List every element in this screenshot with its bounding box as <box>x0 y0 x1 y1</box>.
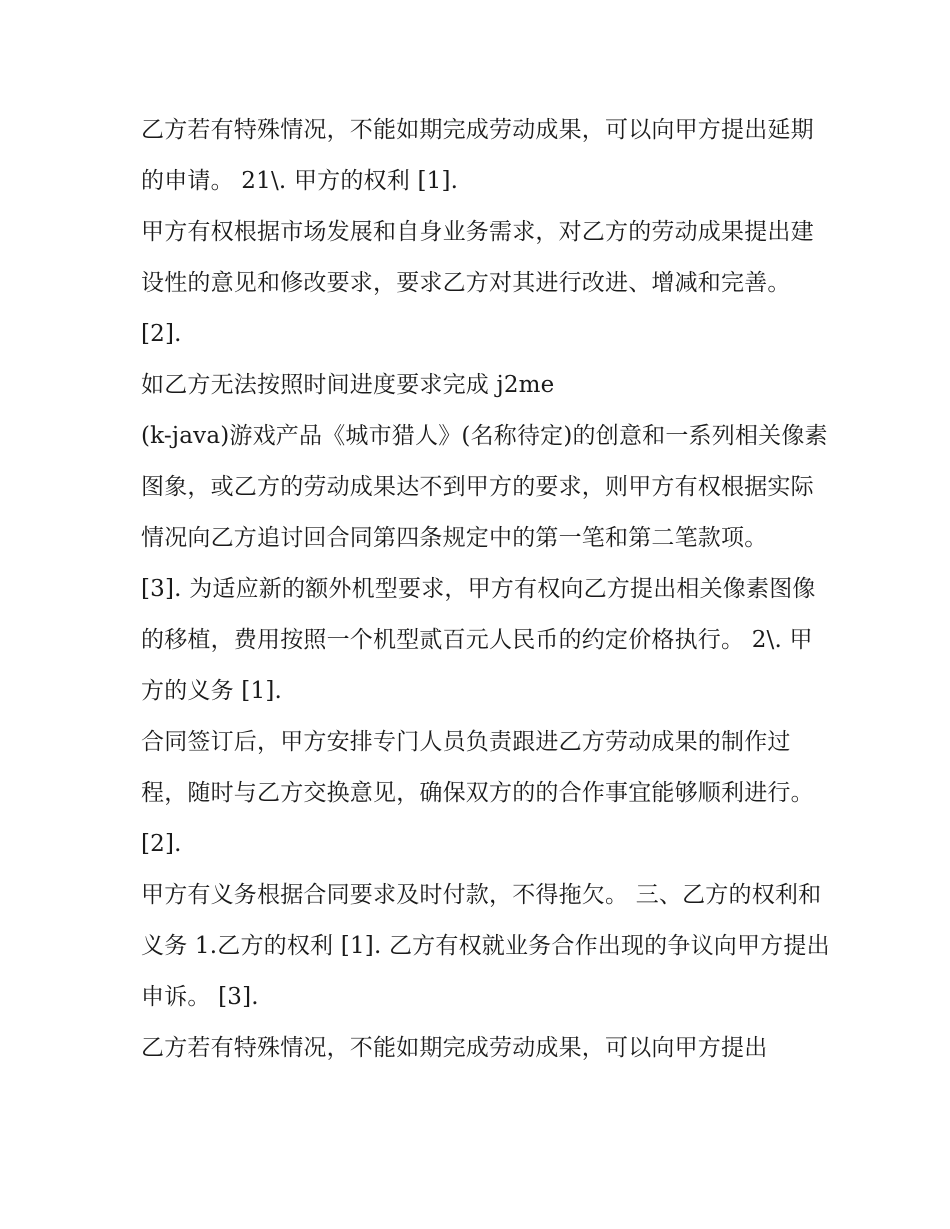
paragraph-2: 甲方有权根据市场发展和自身业务需求，对乙方的劳动成果提出建设性的意见和修改要求，要求乙方对其进行改进、增减和完善。 [2]. <box>141 219 814 347</box>
paragraph-3: 如乙方无法按照时间进度要求完成 j2me <box>141 372 555 398</box>
paragraph-5: [3]. 为适应新的额外机型要求，甲方有权向乙方提出相关像素图像的移植，费用按照一个机型贰百元人民币的约定价格执行。 2\. 甲方的义务 [1]. <box>141 576 816 704</box>
paragraph-8: 乙方若有特殊情况，不能如期完成劳动成果，可以向甲方提出 <box>141 1035 768 1061</box>
paragraph-7: 甲方有义务根据合同要求及时付款，不得拖欠。 三、乙方的权利和义务 1.乙方的权利 [1]. 乙方有权就业务合作出现的争议向甲方提出申诉。 [3]. <box>141 882 830 1010</box>
document-body <box>141 105 831 1074</box>
paragraph-1: 乙方若有特殊情况，不能如期完成劳动成果，可以向甲方提出延期的申请。 21\. 甲方的权利 [1]. <box>141 117 814 194</box>
paragraph-4: (k-java)游戏产品《城市猎人》(名称待定)的创意和一系列相关像素图象，或乙方的劳动成果达不到甲方的要求，则甲方有权根据实际情况向乙方追讨回合同第四条规定中的第一笔和第二笔款项。 <box>141 423 828 551</box>
paragraph-6: 合同签订后，甲方安排专门人员负责跟进乙方劳动成果的制作过程，随时与乙方交换意见，确保双方的的合作事宜能够顺利进行。 [2]. <box>141 729 814 857</box>
